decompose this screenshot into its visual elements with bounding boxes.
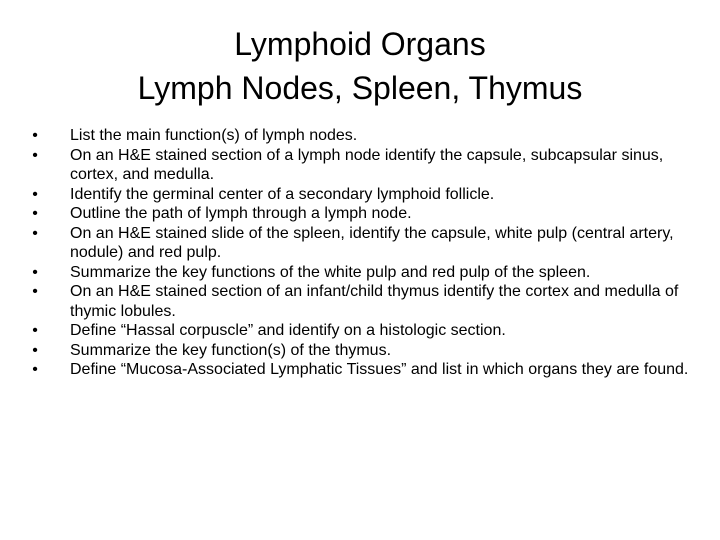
bullet-icon: •: [32, 361, 38, 378]
objectives-list: [30, 126, 690, 380]
list-item-text: Define “Hassal corpuscle” and identify on a histologic section.: [70, 322, 506, 339]
bullet-icon: •: [32, 283, 38, 300]
list-item-text: List the main function(s) of lymph nodes.: [70, 127, 358, 144]
list-item: [30, 126, 690, 146]
list-item-text: Summarize the key functions of the white pulp and red pulp of the spleen.: [70, 263, 591, 281]
list-item: [30, 360, 690, 380]
list-item-text: Outline the path of lymph through a lymph node.: [70, 205, 412, 222]
bullet-icon: •: [32, 224, 38, 242]
list-item-text: On an H&E stained section of a lymph node identify the capsule, subcapsular sinus, cortex, and medulla.: [70, 146, 664, 183]
list-item: [30, 263, 690, 283]
list-item-text: Summarize the key function(s) of the thymus.: [70, 341, 392, 359]
list-item-text: Define “Mucosa-Associated Lymphatic Tissues” and list in which organs they are found.: [70, 361, 689, 378]
list-item: [30, 146, 690, 185]
list-item-text: Identify the germinal center of a secondary lymphoid follicle.: [70, 185, 495, 203]
list-item: [30, 341, 690, 361]
list-item: [30, 204, 690, 224]
title-line-1: Lymphoid Organs: [234, 26, 486, 62]
bullet-icon: •: [32, 322, 38, 339]
bullet-icon: •: [32, 263, 38, 281]
title-line-2: Lymph Nodes, Spleen, Thymus: [137, 70, 583, 106]
bullet-icon: •: [32, 205, 38, 222]
list-item: [30, 321, 690, 341]
list-item: [30, 224, 690, 263]
bullet-icon: •: [32, 146, 38, 164]
bullet-icon: •: [32, 127, 38, 144]
slide-title: [40, 22, 680, 110]
bullet-icon: •: [32, 185, 38, 203]
bullet-icon: •: [32, 341, 38, 359]
list-item-text: On an H&E stained slide of the spleen, identify the capsule, white pulp (central artery, nodule) and red pulp.: [70, 224, 674, 261]
list-item: [30, 282, 690, 321]
list-item: [30, 185, 690, 205]
list-item-text: On an H&E stained section of an infant/child thymus identify the cortex and medulla of thymic lobules.: [70, 283, 679, 320]
